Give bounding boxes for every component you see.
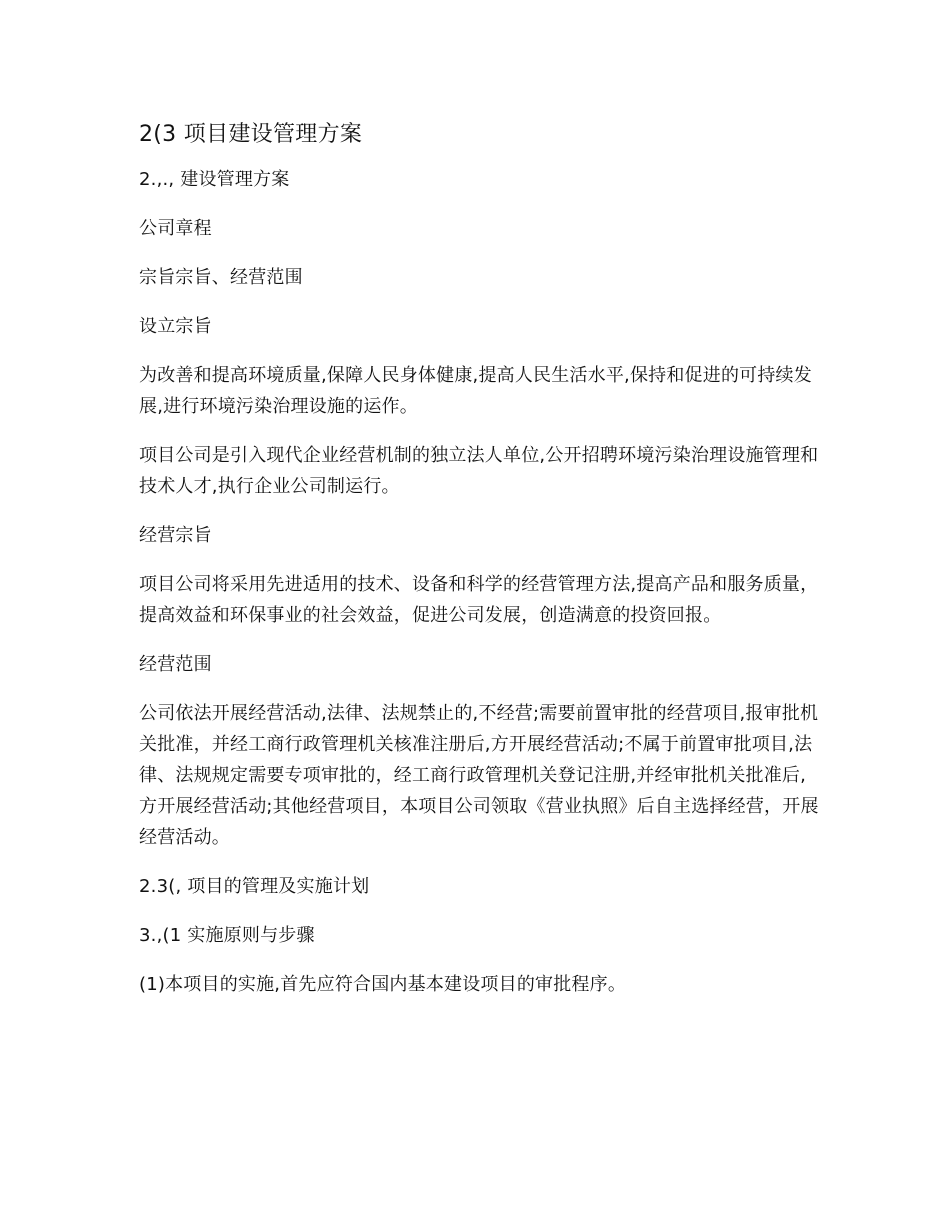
- document-page: [139, 118, 819, 1018]
- heading-business-purpose: 经营宗旨: [139, 525, 212, 546]
- paragraph-business-scope: 公司依法开展经营活动,法律、法规禁止的,不经营;需要前置审批的经营项目,报审批机关批准，并经工商行政管理机关核准注册后,方开展经营活动;不属于前置审批项目,法律、法规规定需要专项审批的，经工商行政管理机关登记注册,并经审批机关批准后,方开展经营活动;其他经营项目，本项目公司领取《营业执照》后自主选择经营，开展经营活动。: [139, 703, 819, 848]
- section-title: 2(3 项目建设管理方案: [139, 122, 363, 147]
- paragraph-business-purpose: 项目公司将采用先进适用的技术、设备和科学的经营管理方法,提高产品和服务质量，提高效益和环保事业的社会效益，促进公司发展，创造满意的投资回报。: [139, 574, 819, 626]
- paragraph-company-nature: 项目公司是引入现代企业经营机制的独立法人单位,公开招聘环境污染治理设施管理和技术人才,执行企业公司制运行。: [139, 445, 819, 497]
- heading-business-scope: 经营范围: [139, 654, 212, 675]
- heading-management-plan: 2.3(, 项目的管理及实施计划: [139, 876, 370, 897]
- heading-purpose-scope: 宗旨宗旨、经营范围: [139, 267, 303, 288]
- paragraph-establishment: 为改善和提高环境质量,保障人民身体健康,提高人民生活水平,保持和促进的可持续发展,进行环境污染治理设施的运作。: [139, 365, 812, 417]
- paragraph-implementation: (1)本项目的实施,首先应符合国内基本建设项目的审批程序。: [139, 974, 627, 995]
- heading-company-charter: 公司章程: [139, 218, 212, 239]
- heading-establishment-purpose: 设立宗旨: [139, 316, 212, 337]
- heading-principles-steps: 3.,(1 实施原则与步骤: [139, 925, 315, 946]
- subsection-heading: 2.,., 建设管理方案: [139, 169, 290, 190]
